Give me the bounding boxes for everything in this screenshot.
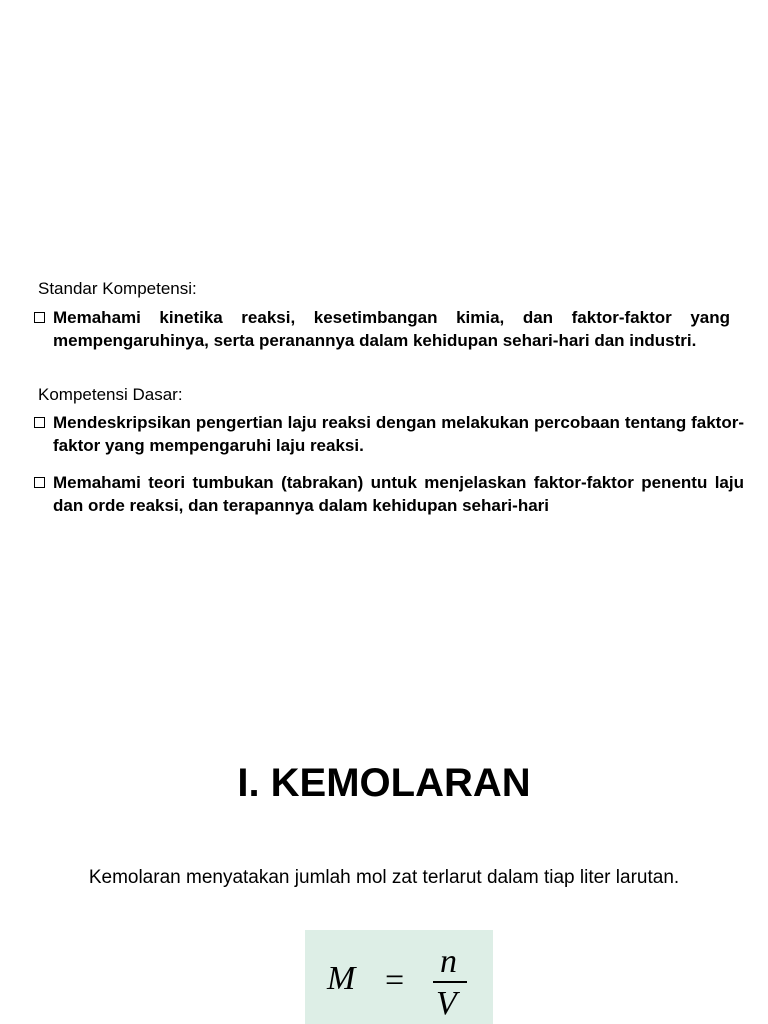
standar-kompetensi-label: Standar Kompetensi: xyxy=(38,279,197,298)
formula-equals: = xyxy=(385,962,405,999)
checkbox-bullet-icon xyxy=(34,417,45,428)
checkbox-bullet-icon xyxy=(34,312,45,323)
checkbox-bullet-icon xyxy=(34,477,45,488)
formula-denominator: V xyxy=(436,985,457,1022)
dasar-item-text: Memahami teori tumbukan (tabrakan) untuk menjelaskan faktor-faktor penentu laju dan orde reaksi, dan terapannya dalam kehidupan sehari-hari xyxy=(53,473,744,515)
definition-text: Kemolaran menyatakan jumlah mol zat terlarut dalam tiap liter larutan. xyxy=(88,867,680,888)
formula-svg xyxy=(305,930,493,1024)
formula-numerator: n xyxy=(440,943,457,980)
dasar-item xyxy=(34,471,744,517)
standar-item xyxy=(34,306,730,352)
kompetensi-dasar-label: Kompetensi Dasar: xyxy=(38,385,183,404)
molarity-formula xyxy=(305,930,493,1024)
section-heading: I. KEMOLARAN xyxy=(237,761,531,805)
standar-item-text: Memahami kinetika reaksi, kesetimbangan kimia, dan faktor-faktor yang mempengaruhinya, serta peranannya dalam kehidupan sehari-hari dan industri. xyxy=(53,308,730,350)
formula-lhs: M xyxy=(327,960,356,997)
dasar-item xyxy=(34,411,744,457)
dasar-item-text: Mendeskripsikan pengertian laju reaksi dengan melakukan percobaan tentang faktor-faktor yang mempengaruhi laju reaksi. xyxy=(53,413,744,455)
